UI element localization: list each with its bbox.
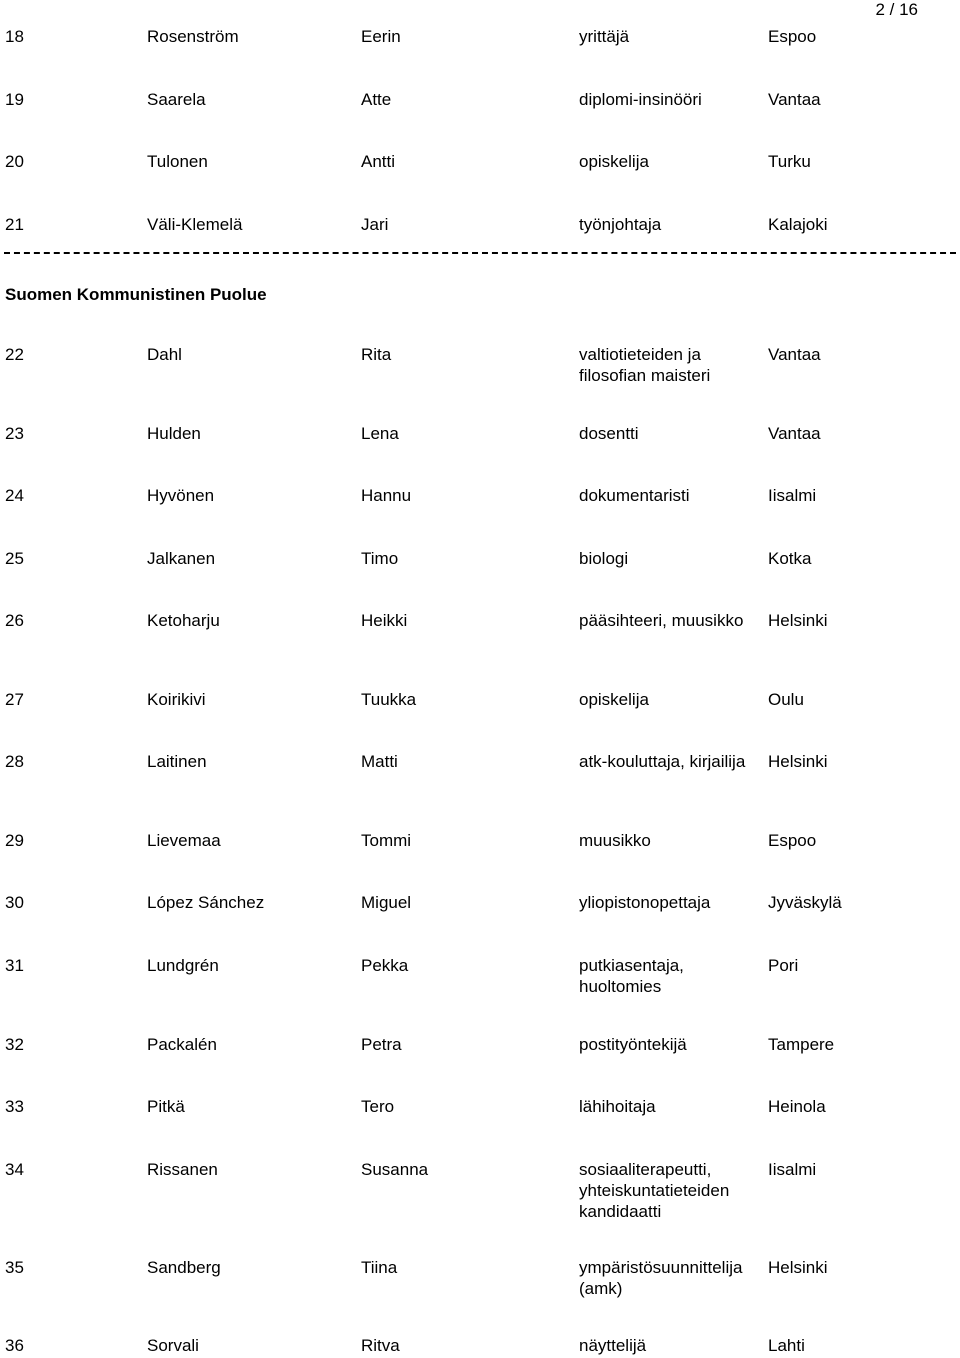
- candidate-number: 32: [5, 1035, 24, 1054]
- candidate-last-name: López Sánchez: [147, 893, 265, 912]
- occupation-line: työnjohtaja: [579, 215, 662, 234]
- candidate-occupation: [579, 1034, 687, 1055]
- candidate-city: Iisalmi: [768, 1160, 817, 1179]
- page-indicator: 2 / 16: [875, 0, 918, 19]
- candidate-number: 28: [5, 752, 24, 771]
- candidate-occupation: [579, 344, 710, 386]
- candidate-number: 25: [5, 549, 24, 568]
- candidate-occupation: [579, 423, 639, 444]
- occupation-line: ympäristösuunnittelija: [579, 1258, 743, 1277]
- candidate-number: 22: [5, 345, 24, 364]
- candidate-occupation: [579, 689, 649, 710]
- candidate-number: 30: [5, 893, 24, 912]
- occupation-line: yliopistonopettaja: [579, 893, 711, 912]
- candidate-occupation: [579, 214, 661, 235]
- occupation-line: yrittäjä: [579, 27, 630, 46]
- candidate-occupation: [579, 26, 629, 47]
- candidate-number: 35: [5, 1258, 24, 1277]
- candidate-first-name: Miguel: [361, 893, 412, 912]
- candidate-city: Espoo: [768, 831, 817, 850]
- candidate-number: 21: [5, 215, 24, 234]
- occupation-line: opiskelija: [579, 690, 649, 709]
- occupation-line: kandidaatti: [579, 1202, 662, 1221]
- candidate-first-name: Rita: [361, 345, 392, 364]
- occupation-line: huoltomies: [579, 977, 662, 996]
- occupation-line: yhteiskuntatieteiden: [579, 1181, 730, 1200]
- candidate-last-name: Rosenström: [147, 27, 239, 46]
- candidate-city: Iisalmi: [768, 486, 817, 505]
- candidate-first-name: Ritva: [361, 1336, 400, 1355]
- candidate-last-name: Packalén: [147, 1035, 217, 1054]
- occupation-line: valtiotieteiden ja: [579, 345, 701, 364]
- candidate-last-name: Hyvönen: [147, 486, 215, 505]
- candidate-first-name: Tommi: [361, 831, 412, 850]
- candidate-occupation: [579, 610, 743, 631]
- candidate-first-name: Matti: [361, 752, 398, 771]
- candidate-city: Helsinki: [768, 611, 828, 630]
- candidate-first-name: Tero: [361, 1097, 395, 1116]
- candidate-city: Espoo: [768, 27, 817, 46]
- candidate-occupation: [579, 89, 702, 110]
- candidate-first-name: Atte: [361, 90, 392, 109]
- candidate-first-name: Pekka: [361, 956, 409, 975]
- candidate-first-name: Hannu: [361, 486, 412, 505]
- candidate-last-name: Dahl: [147, 345, 182, 364]
- candidate-city: Tampere: [768, 1035, 835, 1054]
- candidate-first-name: Jari: [361, 215, 389, 234]
- candidate-last-name: Väli-Klemelä: [147, 215, 243, 234]
- candidate-first-name: Tiina: [361, 1258, 398, 1277]
- candidate-first-name: Heikki: [361, 611, 408, 630]
- candidate-last-name: Lievemaa: [147, 831, 221, 850]
- candidate-occupation: [579, 1159, 729, 1222]
- candidate-last-name: Koirikivi: [147, 690, 206, 709]
- candidate-city: Turku: [768, 152, 811, 171]
- occupation-line: pääsihteeri, muusikko: [579, 611, 744, 630]
- candidate-first-name: Lena: [361, 424, 399, 443]
- candidate-first-name: Petra: [361, 1035, 402, 1054]
- candidate-occupation: [579, 1335, 646, 1356]
- candidate-city: Vantaa: [768, 424, 821, 443]
- occupation-line: filosofian maisteri: [579, 366, 711, 385]
- candidate-city: Helsinki: [768, 752, 828, 771]
- candidate-number: 34: [5, 1160, 24, 1179]
- candidate-number: 24: [5, 486, 24, 505]
- candidate-occupation: [579, 751, 745, 772]
- candidate-last-name: Sorvali: [147, 1336, 199, 1355]
- section-title: Suomen Kommunistinen Puolue: [5, 285, 267, 304]
- candidate-first-name: Eerin: [361, 27, 401, 46]
- candidate-city: Pori: [768, 956, 799, 975]
- occupation-line: dokumentaristi: [579, 486, 690, 505]
- occupation-line: (amk): [579, 1279, 623, 1298]
- candidate-last-name: Pitkä: [147, 1097, 185, 1116]
- candidate-number: 18: [5, 27, 24, 46]
- occupation-line: putkiasentaja,: [579, 956, 684, 975]
- occupation-line: dosentti: [579, 424, 639, 443]
- candidate-last-name: Hulden: [147, 424, 201, 443]
- candidate-city: Helsinki: [768, 1258, 828, 1277]
- candidate-number: 27: [5, 690, 24, 709]
- candidate-number: 31: [5, 956, 24, 975]
- occupation-line: postityöntekijä: [579, 1035, 687, 1054]
- candidate-occupation: [579, 955, 684, 997]
- candidate-first-name: Antti: [361, 152, 396, 171]
- candidate-number: 29: [5, 831, 24, 850]
- candidate-number: 23: [5, 424, 24, 443]
- candidate-occupation: [579, 151, 649, 172]
- candidate-city: Lahti: [768, 1336, 805, 1355]
- candidate-city: Vantaa: [768, 345, 821, 364]
- candidate-number: 33: [5, 1097, 24, 1116]
- occupation-line: muusikko: [579, 831, 651, 850]
- occupation-line: sosiaaliterapeutti,: [579, 1160, 712, 1179]
- candidate-occupation: [579, 548, 628, 569]
- candidate-number: 36: [5, 1336, 24, 1355]
- occupation-line: opiskelija: [579, 152, 649, 171]
- occupation-line: lähihoitaja: [579, 1097, 656, 1116]
- candidate-occupation: [579, 1096, 656, 1117]
- candidate-last-name: Saarela: [147, 90, 206, 109]
- candidate-number: 26: [5, 611, 24, 630]
- occupation-line: atk-kouluttaja, kirjailija: [579, 752, 746, 771]
- occupation-line: näyttelijä: [579, 1336, 647, 1355]
- candidate-city: Kalajoki: [768, 215, 828, 234]
- candidate-occupation: [579, 830, 651, 851]
- candidate-city: Heinola: [768, 1097, 826, 1116]
- candidate-occupation: [579, 1257, 742, 1299]
- section-divider: [4, 252, 956, 254]
- candidate-number: 20: [5, 152, 24, 171]
- candidate-first-name: Tuukka: [361, 690, 417, 709]
- candidate-first-name: Susanna: [361, 1160, 429, 1179]
- candidate-last-name: Jalkanen: [147, 549, 216, 568]
- candidate-last-name: Ketoharju: [147, 611, 220, 630]
- candidate-occupation: [579, 892, 710, 913]
- candidate-last-name: Laitinen: [147, 752, 207, 771]
- candidate-last-name: Sandberg: [147, 1258, 221, 1277]
- candidate-last-name: Rissanen: [147, 1160, 218, 1179]
- candidate-city: Kotka: [768, 549, 812, 568]
- candidate-last-name: Tulonen: [147, 152, 208, 171]
- occupation-line: biologi: [579, 549, 629, 568]
- candidate-last-name: Lundgrén: [147, 956, 219, 975]
- candidate-city: Oulu: [768, 690, 804, 709]
- candidate-occupation: [579, 485, 690, 506]
- candidate-city: Jyväskylä: [768, 893, 842, 912]
- candidate-number: 19: [5, 90, 24, 109]
- occupation-line: diplomi-insinööri: [579, 90, 702, 109]
- candidate-first-name: Timo: [361, 549, 399, 568]
- candidate-city: Vantaa: [768, 90, 821, 109]
